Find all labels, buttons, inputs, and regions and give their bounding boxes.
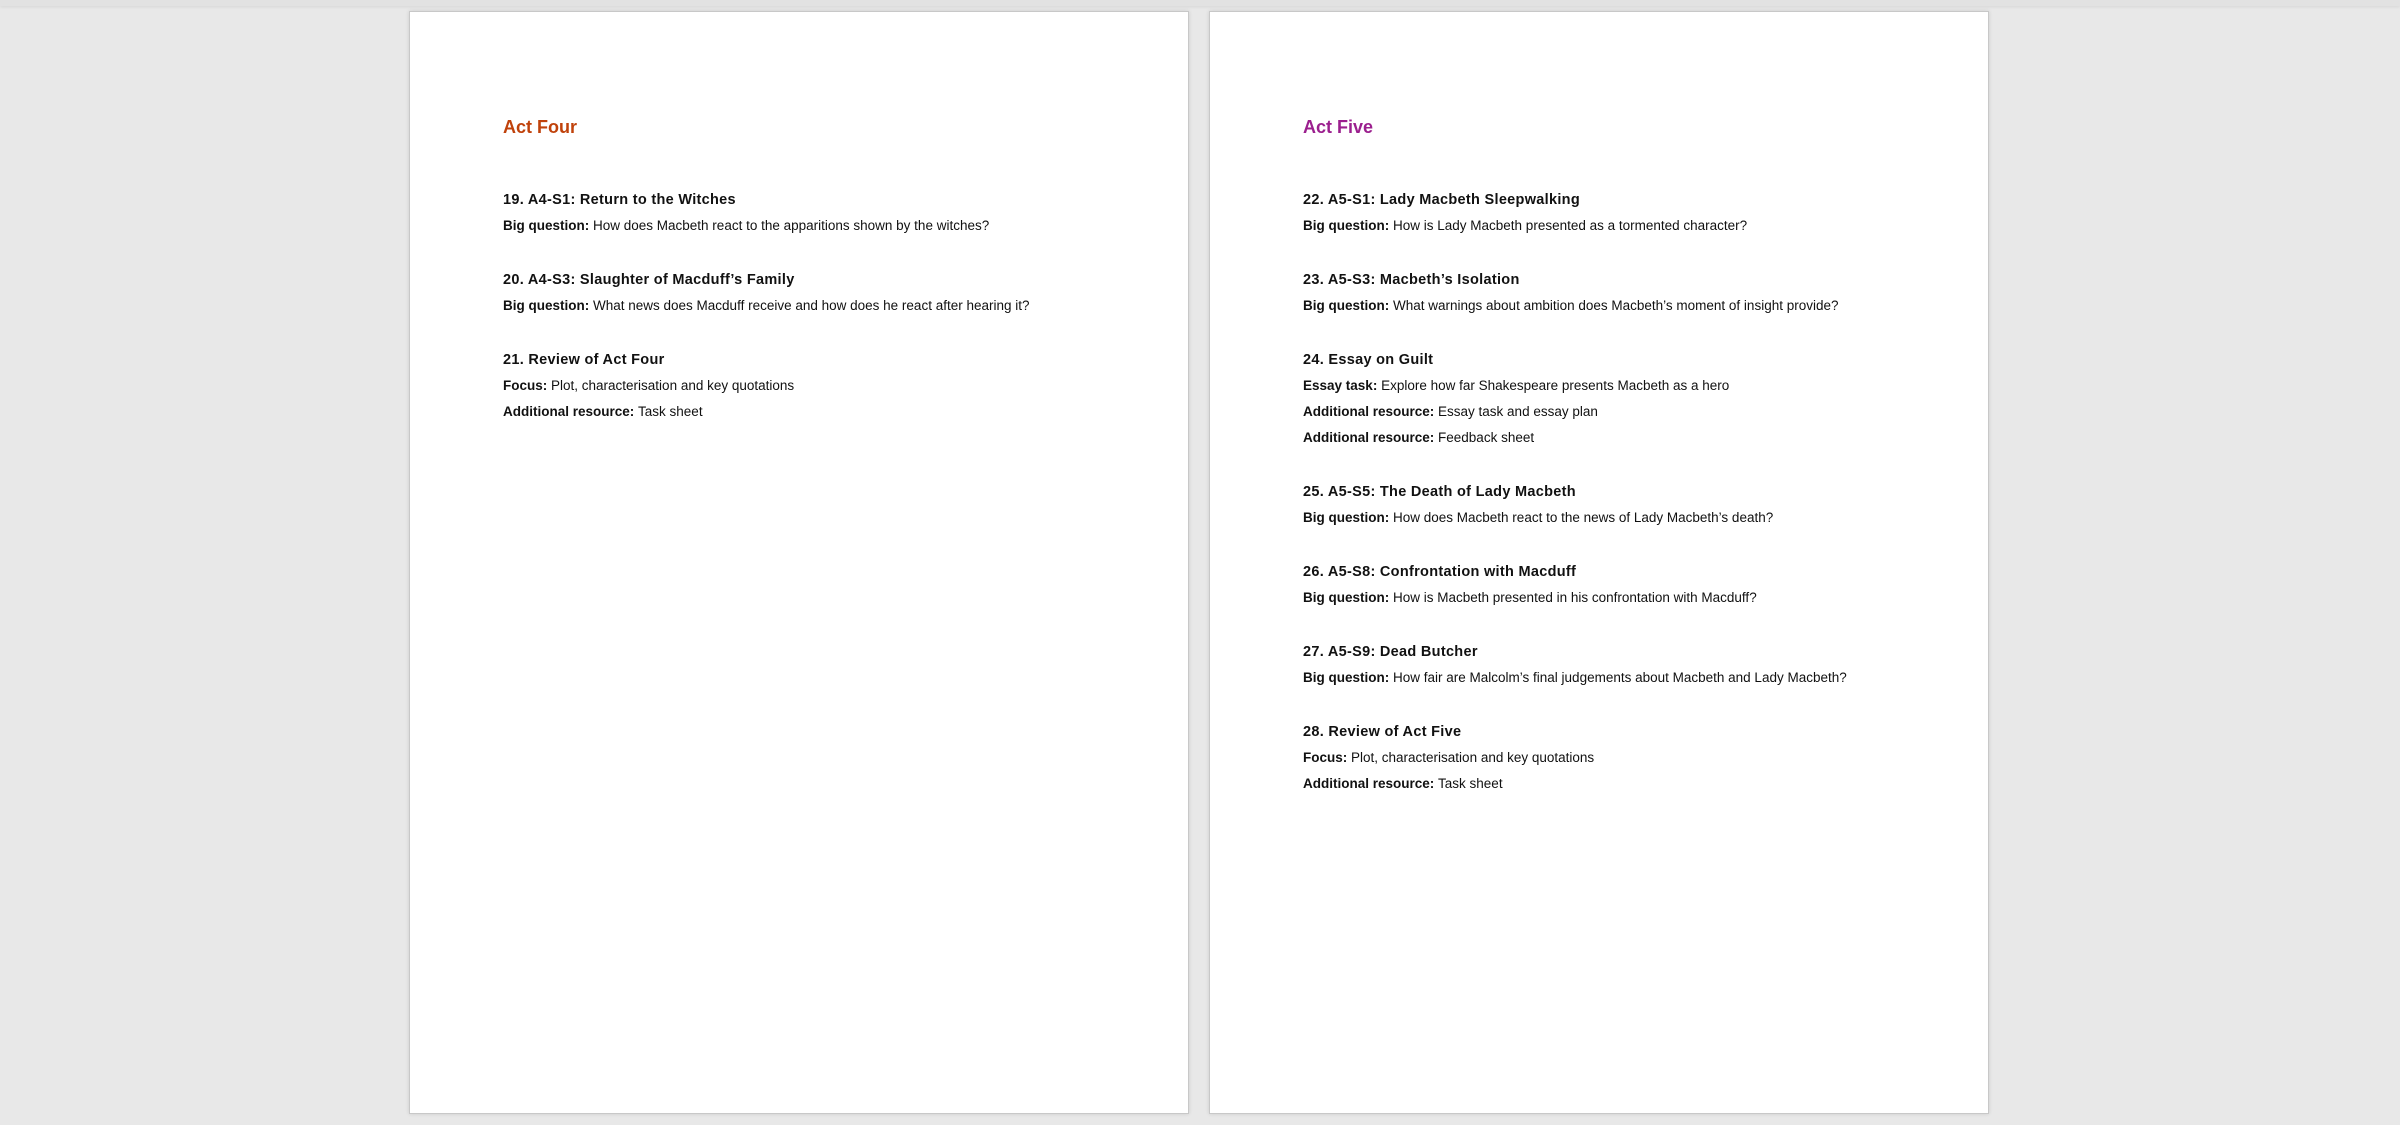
detail-text: What warnings about ambition does Macbeth’s moment of insight provide? (1393, 298, 1839, 313)
lesson-detail-line (1303, 745, 1943, 771)
detail-label: Big question (503, 298, 585, 313)
detail-label: Additional resource (1303, 776, 1430, 791)
document-page-act-four (409, 11, 1189, 1114)
lesson-title: 28. Review of Act Five (1303, 724, 1462, 740)
lesson-item (503, 267, 1143, 319)
lesson-title: 20. A4-S3: Slaughter of Macduff’s Family (503, 272, 795, 288)
lesson-item (1303, 559, 1943, 611)
lesson-item (1303, 187, 1943, 239)
detail-separator: : (1384, 510, 1393, 525)
detail-label: Big question (1303, 670, 1385, 685)
lesson-title: 25. A5-S5: The Death of Lady Macbeth (1303, 484, 1576, 500)
detail-text: How is Lady Macbeth presented as a tormented character? (1393, 218, 1748, 233)
detail-text: How does Macbeth react to the news of Lady Macbeth’s death? (1393, 510, 1774, 525)
detail-text: Task sheet (1438, 776, 1503, 791)
lesson-item (1303, 267, 1943, 319)
act-heading: Act Four (503, 117, 577, 137)
lesson-detail-line (1303, 425, 1943, 451)
lesson-item (503, 187, 1143, 239)
lesson-detail-line (503, 213, 1143, 239)
lesson-title: 24. Essay on Guilt (1303, 352, 1434, 368)
lesson-detail-line (1303, 213, 1943, 239)
lesson-title: 19. A4-S1: Return to the Witches (503, 192, 736, 208)
lesson-detail-line (1303, 665, 1943, 691)
page-content (503, 105, 1143, 453)
document-page-act-five (1209, 11, 1989, 1114)
detail-separator: : (1384, 218, 1393, 233)
act-heading: Act Five (1303, 117, 1374, 137)
viewer-top-edge (0, 0, 2400, 6)
detail-separator: : (542, 378, 552, 393)
lesson-list (503, 187, 1143, 425)
detail-label: Big question (1303, 510, 1385, 525)
lesson-title: 22. A5-S1: Lady Macbeth Sleepwalking (1303, 192, 1580, 208)
detail-text: Task sheet (638, 404, 703, 419)
lesson-detail-line (1303, 293, 1943, 319)
lesson-item (1303, 347, 1943, 451)
detail-text: How fair are Malcolm’s final judgements about Macbeth and Lady Macbeth? (1393, 670, 1847, 685)
detail-label: Focus (503, 378, 543, 393)
lesson-detail-line (503, 399, 1143, 425)
lesson-item (1303, 639, 1943, 691)
lesson-detail-line (1303, 505, 1943, 531)
lesson-detail-line (1303, 399, 1943, 425)
detail-text: How is Macbeth presented in his confrontation with Macduff? (1393, 590, 1757, 605)
lesson-title: 26. A5-S8: Confrontation with Macduff (1303, 564, 1577, 580)
detail-label: Additional resource (1303, 404, 1430, 419)
lesson-detail-line (1303, 373, 1943, 399)
detail-separator: : (1429, 430, 1439, 445)
detail-label: Big question (1303, 218, 1385, 233)
detail-separator: : (584, 218, 593, 233)
detail-text: How does Macbeth react to the apparitions shown by the witches? (593, 218, 990, 233)
detail-text: Explore how far Shakespeare presents Macbeth as a hero (1381, 378, 1730, 393)
lesson-list (1303, 187, 1943, 797)
detail-text: Plot, characterisation and key quotations (551, 378, 795, 393)
lesson-item (503, 347, 1143, 425)
detail-separator: : (1384, 670, 1393, 685)
detail-label: Additional resource (1303, 430, 1430, 445)
lesson-title: 21. Review of Act Four (503, 352, 665, 368)
lesson-detail-line (1303, 585, 1943, 611)
lesson-item (1303, 479, 1943, 531)
lesson-detail-line (1303, 771, 1943, 797)
lesson-title: 23. A5-S3: Macbeth’s Isolation (1303, 272, 1520, 288)
detail-label: Focus (1303, 750, 1343, 765)
detail-separator: : (1429, 404, 1439, 419)
detail-text: Essay task and essay plan (1438, 404, 1598, 419)
detail-separator: : (1384, 298, 1393, 313)
page-content (1303, 105, 1943, 825)
detail-separator: : (1429, 776, 1439, 791)
detail-separator: : (629, 404, 639, 419)
detail-separator: : (1342, 750, 1352, 765)
detail-label: Big question (503, 218, 585, 233)
lesson-title: 27. A5-S9: Dead Butcher (1303, 644, 1478, 660)
lesson-item (1303, 719, 1943, 797)
detail-label: Big question (1303, 298, 1385, 313)
detail-separator: : (584, 298, 593, 313)
lesson-detail-line (503, 373, 1143, 399)
detail-label: Big question (1303, 590, 1385, 605)
lesson-detail-line (503, 293, 1143, 319)
detail-separator: : (1384, 590, 1393, 605)
detail-text: Feedback sheet (1438, 430, 1535, 445)
detail-text: Plot, characterisation and key quotations (1351, 750, 1595, 765)
detail-separator: : (1372, 378, 1382, 393)
detail-label: Additional resource (503, 404, 630, 419)
detail-label: Essay task (1303, 378, 1373, 393)
detail-text: What news does Macduff receive and how does he react after hearing it? (593, 298, 1030, 313)
